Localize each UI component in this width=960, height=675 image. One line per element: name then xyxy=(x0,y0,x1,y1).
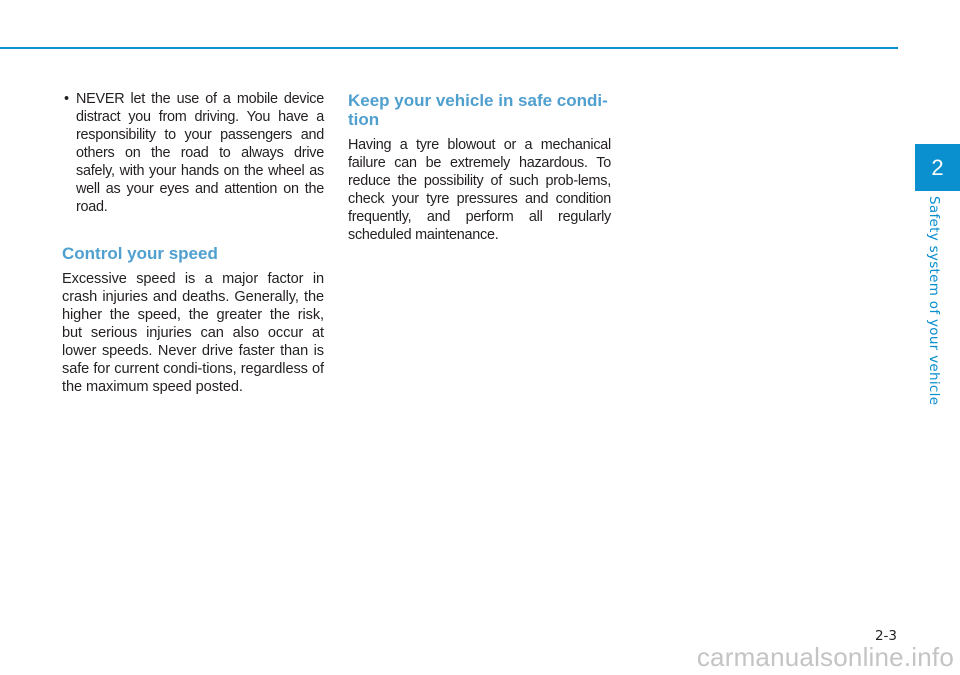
bullet-mark: • xyxy=(64,91,69,107)
page-number: 2-3 xyxy=(874,628,897,644)
heading-control-speed: Control your speed xyxy=(62,244,218,263)
paragraph-control-speed: Excessive speed is a major factor in crash injuries and deaths. Generally, the higher the speed, the greater the risk, but serious injuries can also occur at lower speeds. Never drive faster than is safe for current condi-tions, regardless of the maximum speed posted. xyxy=(62,271,324,395)
bullet-item-mobile-device xyxy=(62,90,324,216)
top-divider-rule xyxy=(0,47,898,49)
watermark-text: carmanualsonline.info xyxy=(696,642,954,672)
bullet-text: NEVER let the use of a mobile device distract you from driving. You have a responsibility to your passengers and others on the road to always drive safely, with your hands on the wheel as well as your eyes and attention on the road. xyxy=(76,91,324,215)
chapter-title-vertical: Safety system of your vehicle xyxy=(926,196,942,406)
left-column xyxy=(62,90,324,396)
right-column xyxy=(348,91,611,244)
heading-safe-condition: Keep your vehicle in safe condi-tion xyxy=(348,91,608,129)
chapter-number-tab: 2 xyxy=(915,144,960,191)
paragraph-safe-condition: Having a tyre blowout or a mechanical failure can be extremely hazardous. To reduce the possibility of such prob-lems, check your tyre pressures and condition frequently, and perform all regularly scheduled maintenance. xyxy=(348,137,611,243)
